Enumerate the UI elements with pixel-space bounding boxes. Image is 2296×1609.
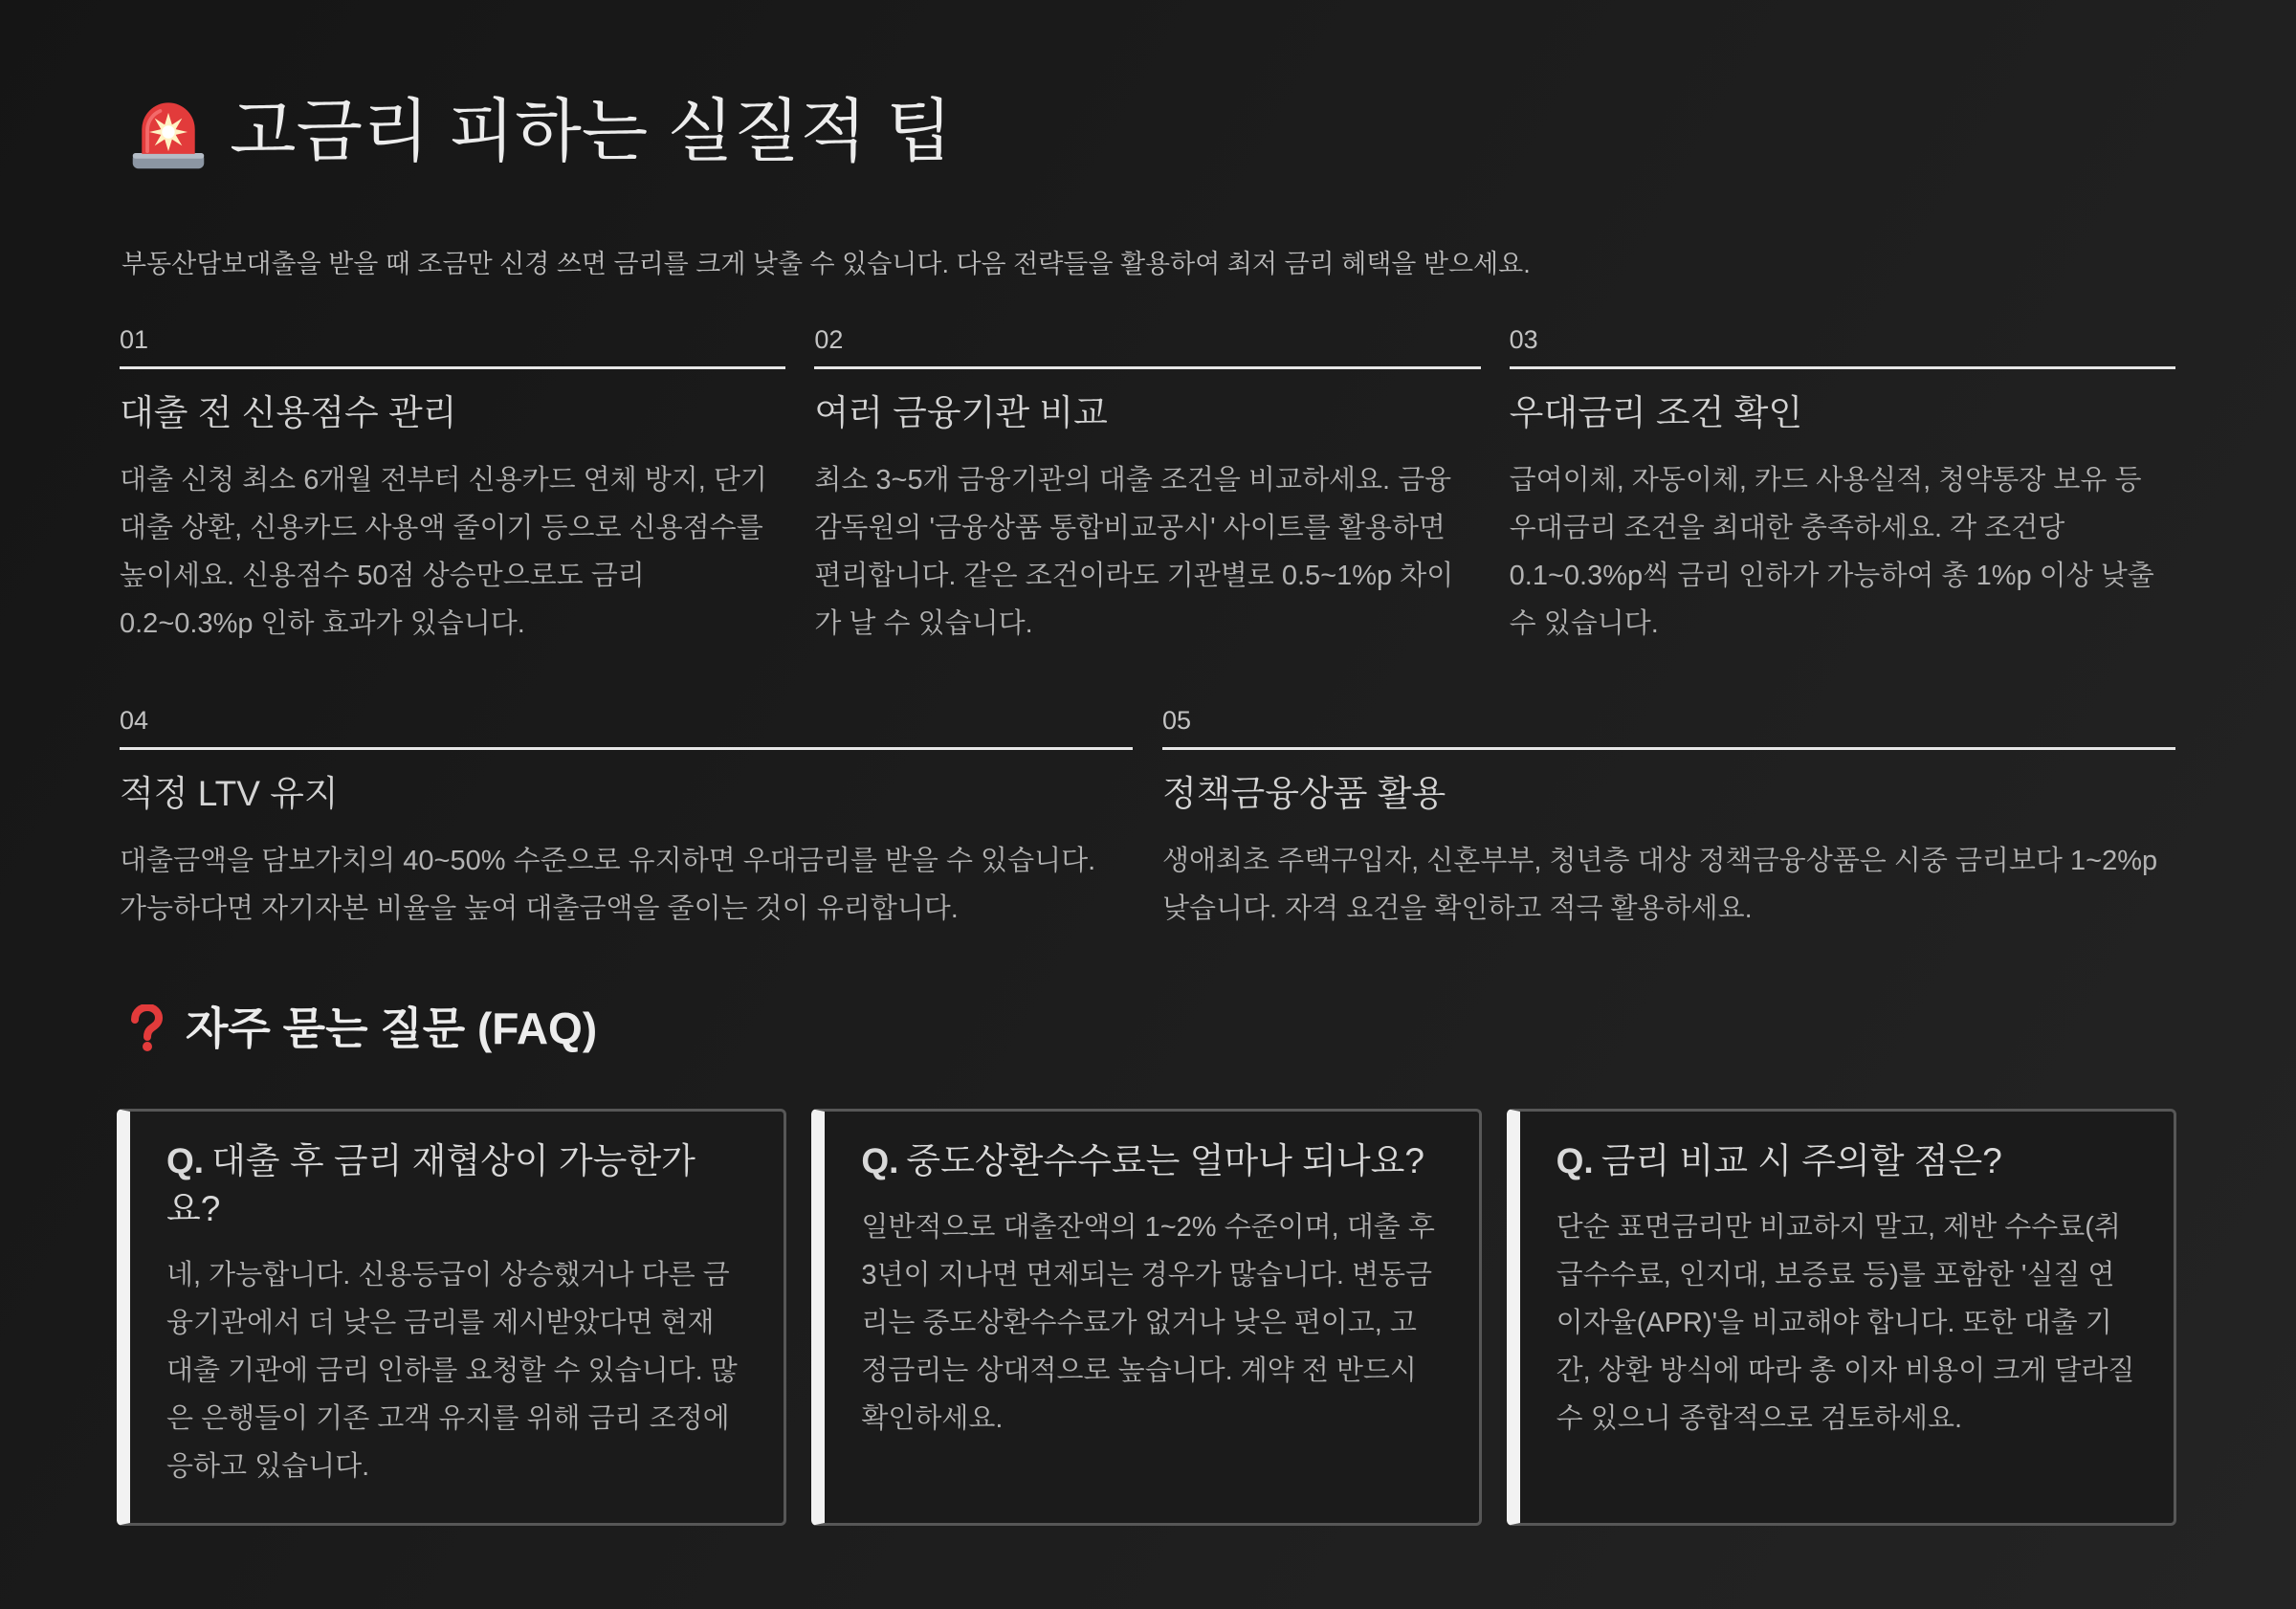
tip-number: 05	[1162, 706, 1192, 735]
tip-body: 급여이체, 자동이체, 카드 사용실적, 청약통장 보유 등 우대금리 조건을 최대한 충족하세요. 각 조건당 0.1~0.3%p씩 금리 인하가 가능하여 총 1%p 이상 낮출 수 있습니다.	[1509, 465, 2154, 639]
tip-body: 대출 신청 최소 6개월 전부터 신용카드 연체 방지, 단기 대출 상환, 신용카드 사용액 줄이기 등으로 신용점수를 높이세요. 신용점수 50점 상승만으로도 금리 0.2~0.3%p 인하 효과가 있습니다.	[120, 465, 767, 639]
faq-answer: 일반적으로 대출잔액의 1~2% 수준이며, 대출 후 3년이 지나면 면제되는 경우가 많습니다. 변동금리는 중도상환수수료가 없거나 낮은 편이고, 고정금리는 상대적으로 높습니다. 계약 전 반드시 확인하세요.	[861, 1212, 1435, 1434]
faq-q-label: Q.	[861, 1141, 899, 1180]
siren-icon	[127, 89, 210, 175]
tip-number: 04	[120, 706, 149, 735]
tip-body: 최소 3~5개 금융기관의 대출 조건을 비교하세요. 금융감독원의 '금융상품 통합비교공시' 사이트를 활용하면 편리합니다. 같은 조건이라도 기관별로 0.5~1%p 차이가 날 수 있습니다.	[814, 465, 1454, 639]
faq-question-text: 금리 비교 시 주의할 점은?	[1601, 1141, 2002, 1180]
faq-card	[1507, 1109, 2176, 1526]
tip-item	[120, 696, 1133, 933]
page-title: 고금리 피하는 실질적 팁	[230, 94, 953, 170]
tip-title: 적정 LTV 유지	[120, 774, 339, 813]
tip-divider	[1510, 366, 2175, 369]
tip-item	[120, 316, 785, 648]
tip-divider	[120, 747, 1133, 750]
intro-text: 부동산담보대출을 받을 때 조금만 신경 쓰면 금리를 크게 낮출 수 있습니다. 다음 전략들을 활용하여 최저 금리 혜택을 받으세요.	[121, 250, 1531, 278]
page-header	[127, 84, 953, 180]
faq-q-label: Q.	[166, 1141, 205, 1180]
tip-divider	[120, 366, 785, 369]
question-mark-icon	[127, 1004, 166, 1052]
tips-row-1	[120, 316, 2175, 648]
faq-question-text: 중도상환수수료는 얼마나 되나요?	[906, 1141, 1424, 1180]
tip-title: 우대금리 조건 확인	[1509, 393, 1803, 432]
faq-question	[1556, 1137, 2135, 1185]
faq-question	[166, 1137, 745, 1233]
faq-list	[117, 1109, 2176, 1526]
tip-divider	[1162, 747, 2175, 750]
faq-heading: 자주 묻는 질문 (FAQ)	[186, 1003, 598, 1053]
tip-title: 대출 전 신용점수 관리	[120, 393, 457, 432]
faq-card	[811, 1109, 1481, 1526]
tip-title: 정책금융상품 활용	[1162, 774, 1446, 813]
tip-number: 01	[120, 325, 149, 354]
tip-item	[1510, 316, 2175, 648]
tip-body: 대출금액을 담보가치의 40~50% 수준으로 유지하면 우대금리를 받을 수 있습니다. 가능하다면 자기자본 비율을 높여 대출금액을 줄이는 것이 유리합니다.	[120, 846, 1096, 924]
tip-divider	[814, 366, 1480, 369]
faq-card	[117, 1109, 786, 1526]
tip-title: 여러 금융기관 비교	[814, 393, 1108, 432]
tip-item	[814, 316, 1480, 648]
tip-body: 생애최초 주택구입자, 신혼부부, 청년층 대상 정책금융상품은 시중 금리보다 1~2%p 낮습니다. 자격 요건을 확인하고 적극 활용하세요.	[1162, 846, 2158, 924]
tips-row-2	[120, 696, 2175, 933]
faq-answer: 단순 표면금리만 비교하지 말고, 제반 수수료(취급수수료, 인지대, 보증료 등)를 포함한 '실질 연이자율(APR)'을 비교해야 합니다. 또한 대출 기간, 상환 방식에 따라 총 이자 비용이 크게 달라질 수 있으니 종합적으로 검토하세요.	[1556, 1212, 2135, 1434]
faq-question-text: 대출 후 금리 재협상이 가능한가요?	[166, 1141, 695, 1228]
tip-number: 03	[1509, 325, 1538, 354]
faq-section-header	[127, 1003, 597, 1053]
tip-number: 02	[814, 325, 844, 354]
faq-question	[861, 1137, 1440, 1185]
faq-answer: 네, 가능합니다. 신용등급이 상승했거나 다른 금융기관에서 더 낮은 금리를 제시받았다면 현재 대출 기관에 금리 인하를 요청할 수 있습니다. 많은 은행들이 기존 고객 유지를 위해 금리 조정에 응하고 있습니다.	[166, 1260, 738, 1482]
faq-q-label: Q.	[1556, 1141, 1594, 1180]
tip-item	[1162, 696, 2175, 933]
